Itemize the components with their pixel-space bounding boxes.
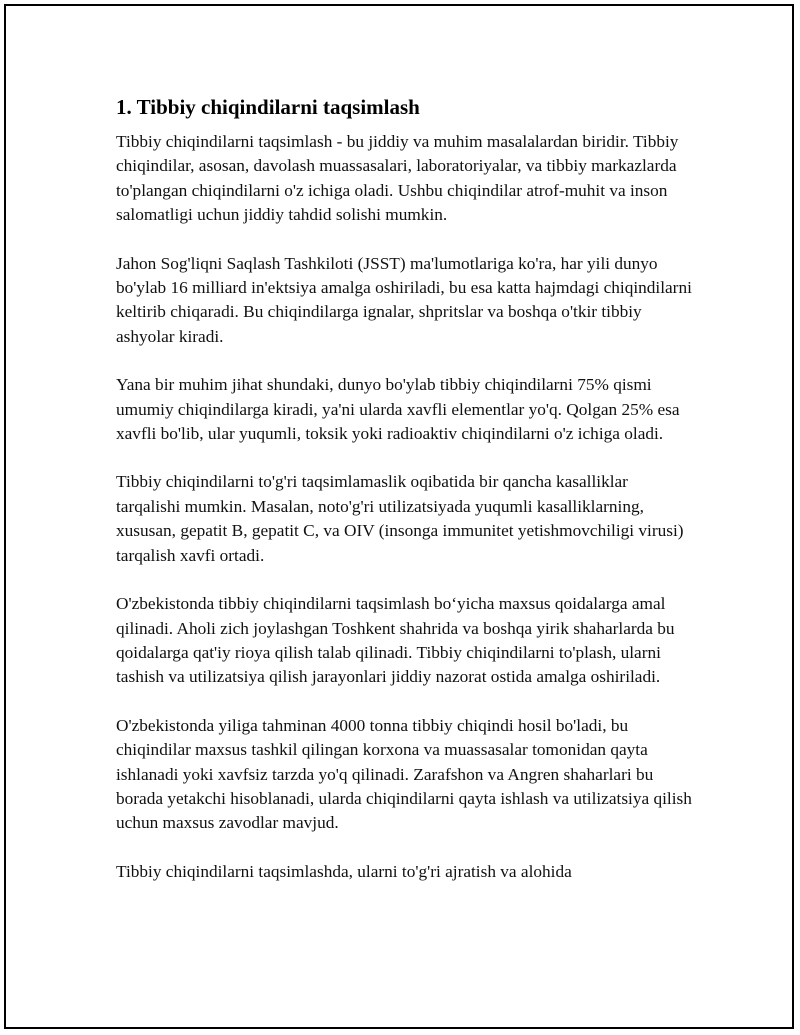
section-heading: 1. Tibbiy chiqindilarni taqsimlash [116,95,420,119]
paragraph-6: O'zbekistonda yiliga tahminan 4000 tonna tibbiy chiqindi hosil bo'ladi, bu chiqindilar maxsus tashkil qilingan korxona va muassasalar tomonidan qayta ishlanadi yoki xavfsiz tarzda yo'q qilinadi. Zarafshon va Angren shaharlari bu borada yetakchi hisoblanadi, ularda chiqindilarni qayta ishlash va utilizatsiya qilish uchun maxsus zavodlar mavjud. [116,715,692,833]
paragraph-1: Tibbiy chiqindilarni taqsimlash - bu jiddiy va muhim masalalardan biridir. Tibbiy chiqindilar, asosan, davolash muassasalari, laboratoriyalar, va tibbiy markazlarda to'plangan chiqindilarni o'z ichiga oladi. Ushbu chiqindilar atrof-muhit va inson salomatligi uchun jiddiy tahdid solishi mumkin. [116,132,679,225]
paragraph-3: Yana bir muhim jihat shundaki, dunyo bo'ylab tibbiy chiqindilarni 75% qismi umumiy chiqindilarga kiradi, ya'ni ularda xavfli elementlar yo'q. Qolgan 25% esa xavfli bo'lib, ular yuqumli, toksik yoki radioaktiv chiqindilarni o'z ichiga oladi. [116,375,680,444]
paragraph-4: Tibbiy chiqindilarni to'g'ri taqsimlamaslik oqibatida bir qancha kasalliklar tarqalishi mumkin. Masalan, noto'g'ri utilizatsiyada yuqumli kasalliklarning, xususan, gepatit B, gepatit C, va OIV (insonga immunitet yetishmovchiligi virusi) tarqalish xavfi ortadi. [116,472,684,565]
paragraph-7: Tibbiy chiqindilarni taqsimlashda, ularni to'g'ri ajratish va alohida [116,861,572,881]
document-body [114,94,694,908]
paragraph-2: Jahon Sog'liqni Saqlash Tashkiloti (JSST) ma'lumotlariga ko'ra, har yili dunyo bo'ylab 16 milliard in'ektsiya amalga oshiriladi, bu esa katta hajmdagi chiqindilarni keltirib chiqaradi. Bu chiqindilarga ignalar, shpritslar va boshqa o'tkir tibbiy ashyolar kiradi. [116,253,692,346]
paragraph-5: O'zbekistonda tibbiy chiqindilarni taqsimlash bo‘yicha maxsus qoidalarga amal qilinadi. Aholi zich joylashgan Toshkent shahrida va boshqa yirik shaharlarda bu qoidalarga qat'iy rioya qilish talab qilinadi. Tibbiy chiqindilarni to'plash, ularni tashish va utilizatsiya qilish jarayonlari jiddiy nazorat ostida amalga oshiriladi. [116,594,675,687]
